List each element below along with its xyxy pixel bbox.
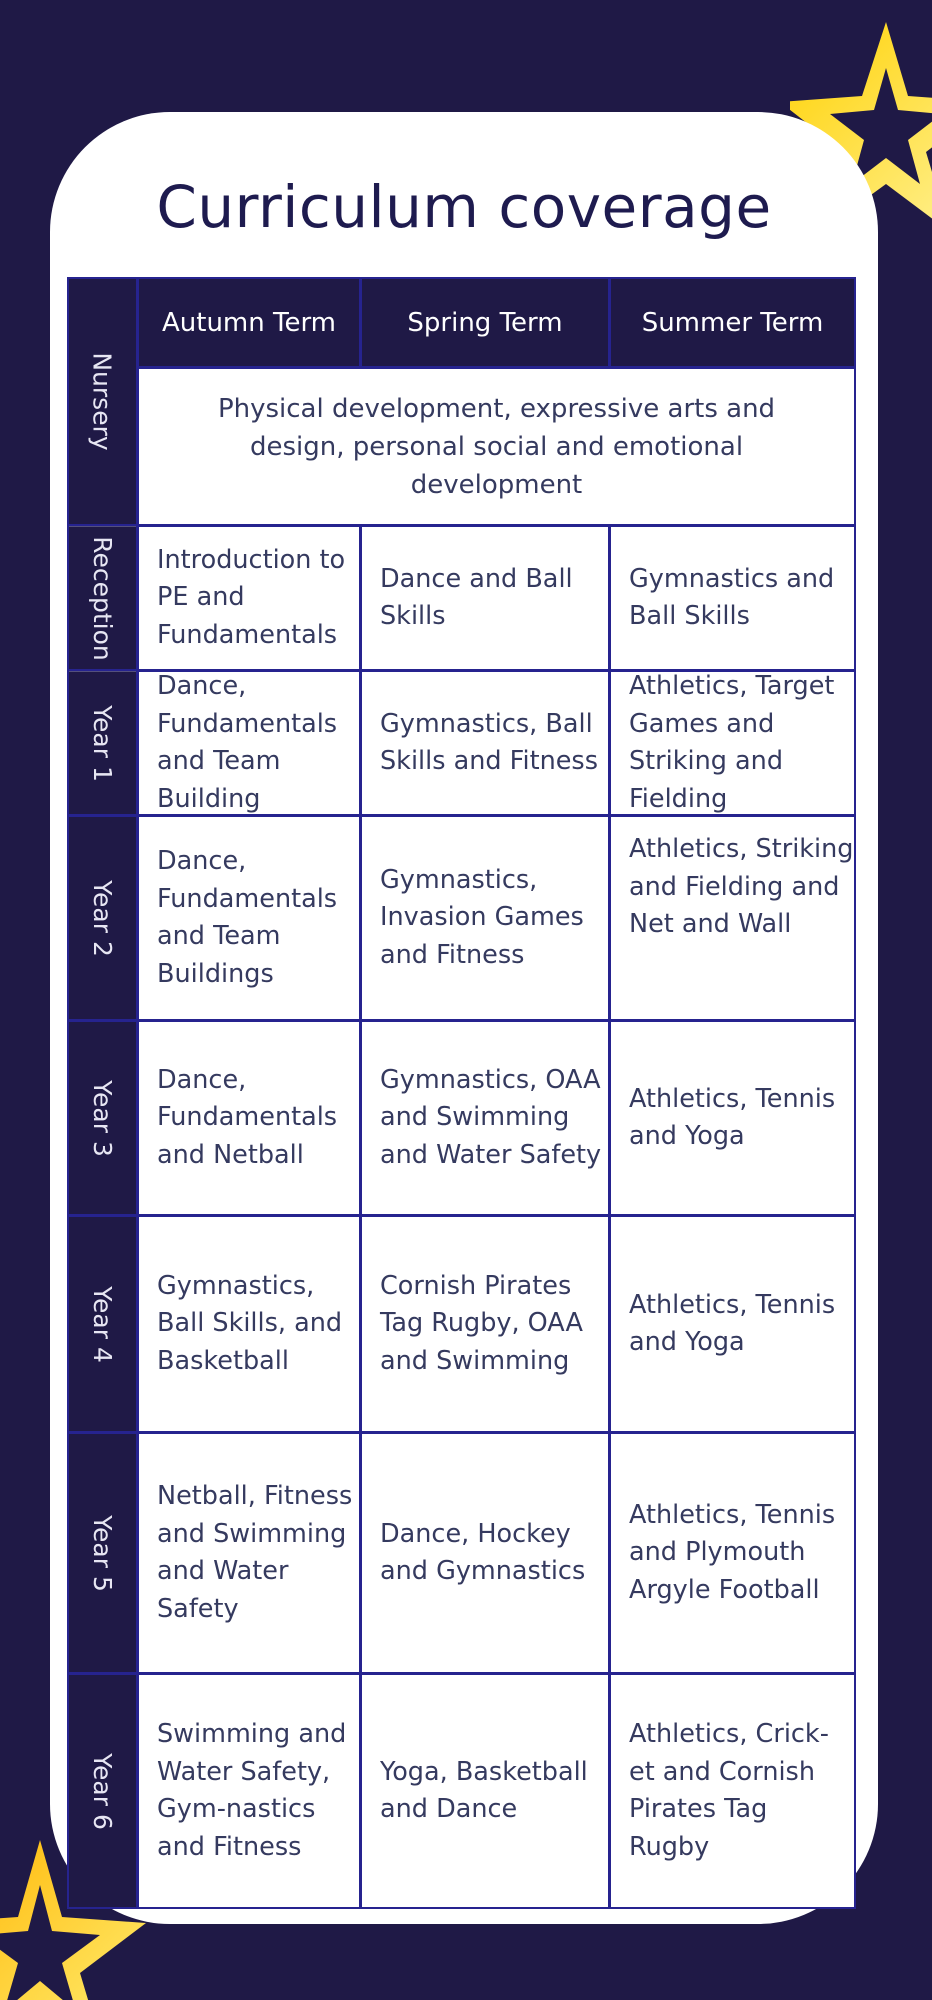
cell-year-3-summer: Athletics, Tennis and Yoga: [611, 1022, 854, 1214]
cell-reception-autumn: Introduction to PE and Fundamentals: [139, 527, 359, 669]
row-header-year-4: Year 4: [69, 1217, 136, 1431]
cell-year-1-summer: Athletics, Target Games and Striking and Fielding: [611, 672, 854, 814]
row-header-year-3: Year 3: [69, 1022, 136, 1214]
cell-year-1-autumn: Dance, Fundamentals and Team Building: [139, 672, 359, 814]
cell-year-3-spring: Gymnastics, OAA and Swimming and Water Safety: [362, 1022, 608, 1214]
cell-year-1-spring: Gymnastics, Ball Skills and Fitness: [362, 672, 608, 814]
row-divider: [69, 526, 136, 527]
row-header-year-1: Year 1: [69, 672, 136, 814]
cell-year-6-autumn: Swimming and Water Safety, Gym-nastics and Fitness: [139, 1675, 359, 1907]
cell-year-2-spring: Gymnastics, Invasion Games and Fitness: [362, 817, 608, 1019]
row-header-year-2: Year 2: [69, 817, 136, 1019]
row-header-year-6: Year 6: [69, 1675, 136, 1907]
cell-year-2-summer: Athletics, Striking and Fielding and Net and Wall: [611, 817, 854, 1019]
cell-reception-spring: Dance and Ball Skills: [362, 527, 608, 669]
cell-year-3-autumn: Dance, Fundamentals and Netball: [139, 1022, 359, 1214]
cell-year-5-spring: Dance, Hockey and Gymnastics: [362, 1434, 608, 1672]
row-header-year-5: Year 5: [69, 1434, 136, 1672]
cell-year-5-summer: Athletics, Tennis and Plymouth Argyle Football: [611, 1434, 854, 1672]
star-decoration-bottom-left: [0, 1835, 170, 2000]
nursery-description: Physical development, expressive arts and design, personal social and emotional development: [139, 369, 854, 524]
cell-year-6-spring: Yoga, Basketball and Dance: [362, 1675, 608, 1907]
cell-reception-summer: Gymnastics and Ball Skills: [611, 527, 854, 669]
cell-year-6-summer: Athletics, Crick-et and Cornish Pirates Tag Rugby: [611, 1675, 854, 1907]
column-header-summer: Summer Term: [611, 279, 854, 366]
row-divider: [69, 671, 136, 672]
cell-year-4-autumn: Gymnastics, Ball Skills, and Basketball: [139, 1217, 359, 1431]
row-header-reception: Reception: [69, 527, 136, 669]
cell-year-5-autumn: Netball, Fitness and Swimming and Water Safety: [139, 1434, 359, 1672]
column-header-autumn: Autumn Term: [139, 279, 359, 366]
page-title: Curriculum coverage: [156, 173, 772, 241]
cell-year-4-spring: Cornish Pirates Tag Rugby, OAA and Swimming: [362, 1217, 608, 1431]
cell-year-4-summer: Athletics, Tennis and Yoga: [611, 1217, 854, 1431]
row-header-nursery: Nursery: [69, 279, 136, 524]
cell-year-2-autumn: Dance, Fundamentals and Team Buildings: [139, 817, 359, 1019]
column-header-spring: Spring Term: [362, 279, 608, 366]
curriculum-table: [67, 277, 856, 1909]
